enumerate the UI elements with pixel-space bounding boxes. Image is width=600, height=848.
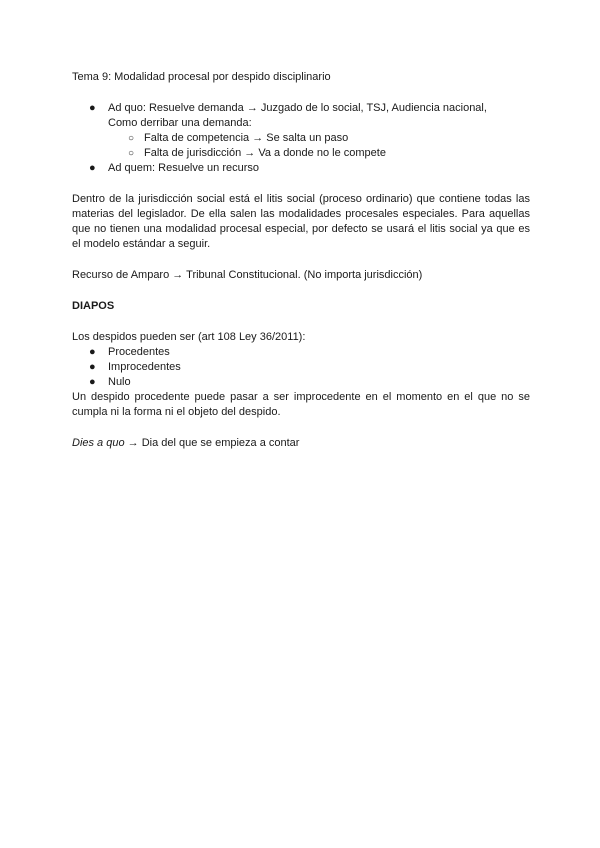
- bullet-icon: ●: [89, 376, 96, 388]
- sub-item-text: Falta de jurisdicción → Va a donde no le compete: [144, 147, 386, 159]
- bullet-icon: ●: [89, 346, 96, 358]
- dies-a-quo-term: Dies a quo: [72, 437, 125, 449]
- sub-list-item: [108, 146, 530, 161]
- ad-quem-text: Ad quem: Resuelve un recurso: [108, 162, 260, 174]
- document-body: [72, 70, 530, 451]
- sub-list-item: [108, 131, 530, 146]
- despidos-intro: Los despidos pueden ser (art 108 Ley 36/2011):: [72, 331, 306, 343]
- list-item-ad-quem: [72, 161, 530, 176]
- list-item-text: Procedentes: [108, 346, 170, 358]
- list-item: [72, 345, 530, 360]
- quo-quem-list: [72, 101, 530, 176]
- document-title: Tema 9: Modalidad procesal por despido disciplinario: [72, 71, 331, 83]
- list-item: [72, 375, 530, 390]
- section-heading: DIAPOS: [72, 300, 115, 312]
- bullet-icon: ●: [89, 162, 96, 174]
- paragraph-despido-procedente: Un despido procedente puede pasar a ser improcedente en el momento en el que no se cumpla ni la forma ni el objeto del despido.: [72, 391, 530, 418]
- bullet-icon: ●: [89, 102, 96, 114]
- despidos-list: [72, 345, 530, 390]
- paragraph-dies-a-quo: [72, 436, 530, 451]
- sub-item-text: Falta de competencia → Se salta un paso: [144, 132, 349, 144]
- paragraph-litis-social: Dentro de la jurisdicción social está el litis social (proceso ordinario) que contiene todas las materias del legislador. De ella salen las modalidades procesales especiales. Para aquellas que no tienen una modalidad procesal especial, por defecto se usará el litis social ya que es el modelo estándar a seguir.: [72, 193, 530, 250]
- hollow-bullet-icon: ○: [128, 148, 135, 159]
- paragraph-recurso-amparo: Recurso de Amparo → Tribunal Constitucional. (No importa jurisdicción): [72, 269, 423, 281]
- derribar-sublist: [108, 131, 530, 161]
- hollow-bullet-icon: ○: [128, 133, 135, 144]
- list-item-ad-quo: [72, 101, 530, 161]
- derribar-text: Como derribar una demanda:: [108, 117, 252, 129]
- list-item-text: Improcedentes: [108, 361, 181, 373]
- dies-a-quo-definition: → Dia del que se empieza a contar: [124, 437, 300, 449]
- ad-quo-text: Ad quo: Resuelve demanda → Juzgado de lo social, TSJ, Audiencia nacional,: [108, 102, 487, 114]
- bullet-icon: ●: [89, 361, 96, 373]
- list-item-text: Nulo: [108, 376, 131, 388]
- list-item: [72, 360, 530, 375]
